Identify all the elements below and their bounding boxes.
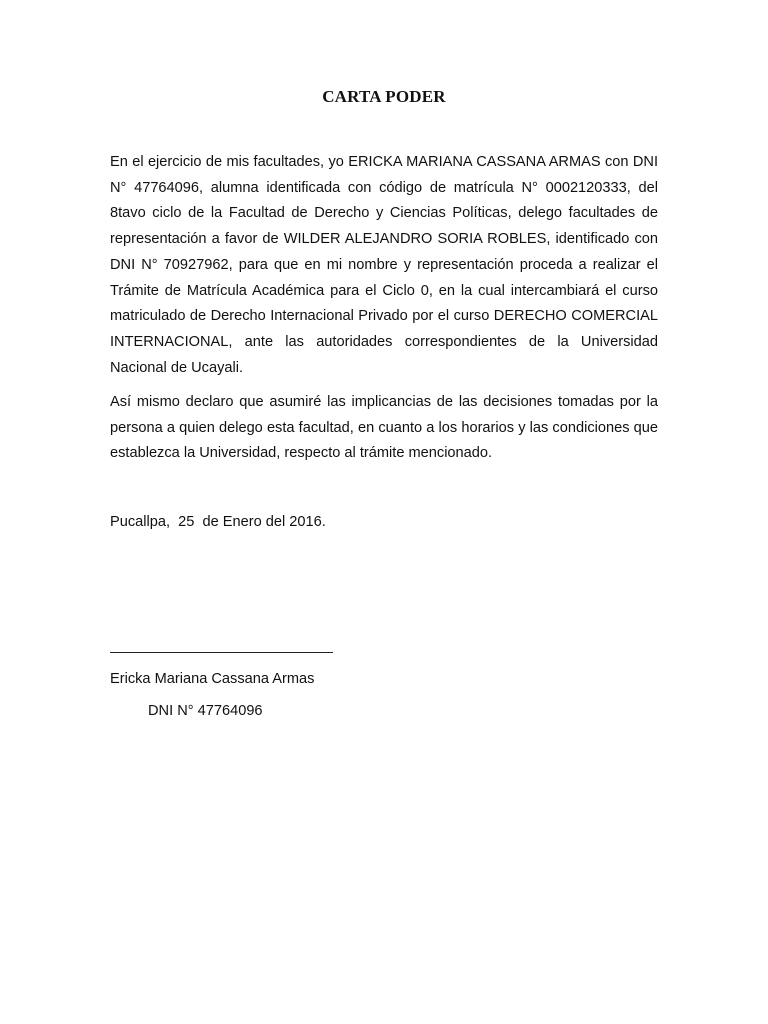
signatory-dni: DNI N° 47764096	[148, 703, 263, 719]
place-and-date: Pucallpa, 25 de Enero del 2016.	[110, 514, 326, 530]
signature-line	[110, 652, 333, 653]
body-paragraph-1: En el ejercicio de mis facultades, yo ERICKA MARIANA CASSANA ARMAS con DNI N° 47764096, alumna identificada con código de matrícula N° 0002120333, del 8tavo ciclo de la Facultad de Derecho y Ciencias Políticas, delego facultades de representación a favor de WILDER ALEJANDRO SORIA ROBLES, identificado con DNI N° 70927962, para que en mi nombre y representación proceda a realizar el Trámite de Matrícula Académica para el Ciclo 0, en la cual intercambiará el curso matriculado de Derecho Internacional Privado por el curso DERECHO COMERCIAL INTERNACIONAL, ante las autoridades correspondientes de la Universidad Nacional de Ucayali.	[110, 154, 658, 376]
document-title: CARTA PODER	[322, 87, 446, 106]
body-paragraph-2: Así mismo declaro que asumiré las implicancias de las decisiones tomadas por la persona a quien delego esta facultad, en cuanto a los horarios y las condiciones que establezca la Universidad, respecto al trámite mencionado.	[110, 394, 658, 462]
signatory-name: Ericka Mariana Cassana Armas	[110, 671, 315, 687]
